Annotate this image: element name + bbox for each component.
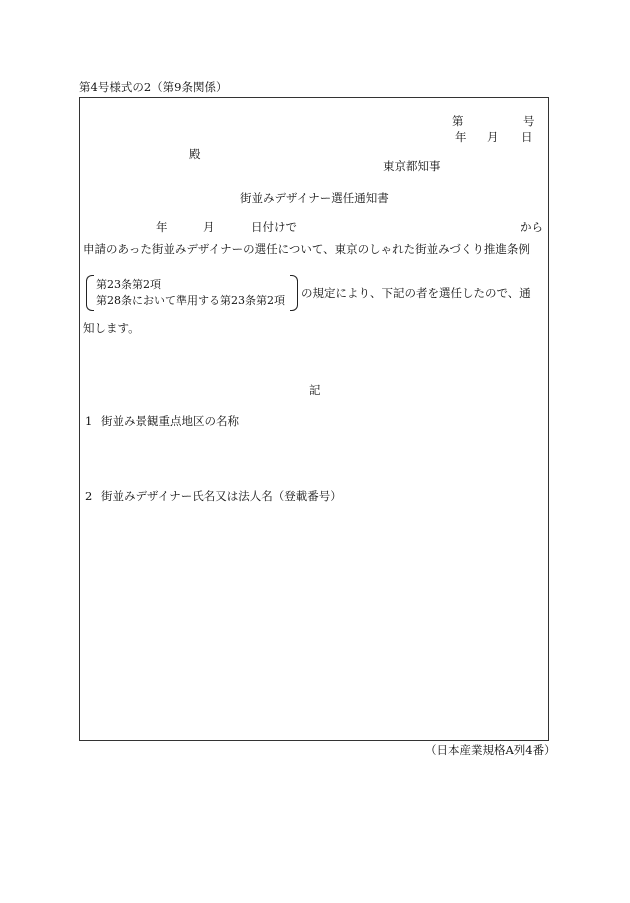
doc-number-suffix: 号	[523, 114, 535, 128]
article-option-2: 第28条において準用する第23条第2項	[96, 294, 285, 307]
ki-heading: 記	[309, 383, 321, 397]
form-number: 第4号様式の2（第9条関係）	[79, 80, 228, 94]
application-year: 年	[156, 220, 168, 234]
document-title: 街並みデザイナー選任通知書	[240, 191, 389, 205]
doc-number-prefix: 第	[452, 114, 464, 128]
date-day: 日	[521, 130, 533, 144]
body-line-2: 申請のあった街並みデザイナーの選任について、東京のしゃれた街並みづくり推進条例	[83, 242, 530, 256]
item-2-label: 街並みデザイナー氏名又は法人名（登載番号）	[101, 489, 342, 503]
from-text: から	[520, 220, 543, 234]
body-line-4: 知します。	[83, 321, 140, 335]
date-month: 月	[487, 130, 499, 144]
body-line-3: の規定により、下記の者を選任したので、通	[301, 286, 531, 300]
right-brace	[290, 275, 298, 311]
item-1-number: 1	[85, 414, 93, 428]
application-day: 日付けで	[251, 220, 297, 234]
paper-standard: （日本産業規格A列4番）	[425, 743, 556, 757]
issuer: 東京都知事	[383, 159, 441, 173]
application-month: 月	[203, 220, 215, 234]
article-option-1: 第23条第2項	[96, 278, 161, 291]
addressee-suffix: 殿	[189, 147, 201, 161]
item-2-number: 2	[85, 489, 93, 503]
item-1-label: 街並み景観重点地区の名称	[101, 414, 239, 428]
left-brace	[86, 275, 94, 311]
date-year: 年	[455, 130, 467, 144]
